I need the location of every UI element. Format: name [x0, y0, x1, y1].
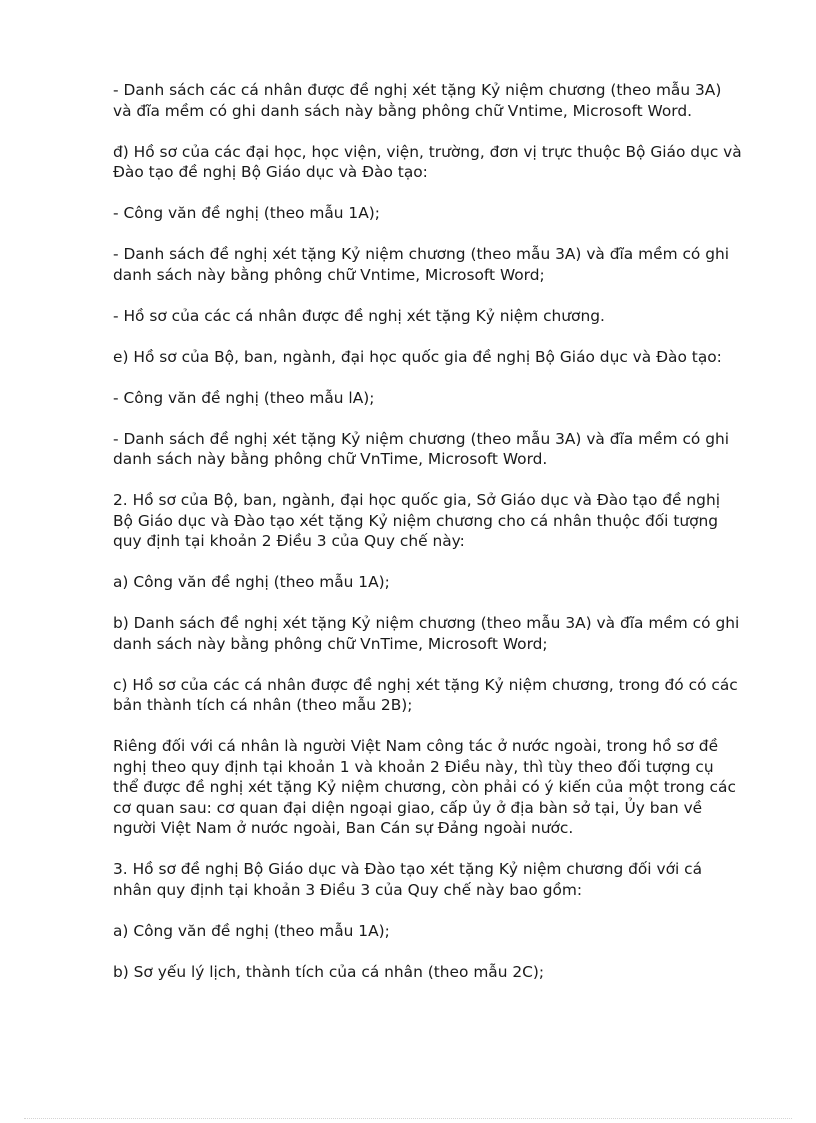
paragraph: 3. Hồ sơ đề nghị Bộ Giáo dục và Đào tạo xét tặng Kỷ niệm chương đối với cá nhân quy định tại khoản 3 Điều 3 của Quy chế này bao gồm:: [113, 860, 703, 899]
paragraph: - Công văn đề nghị (theo mẫu 1A);: [113, 204, 380, 222]
paragraph: b) Sơ yếu lý lịch, thành tích của cá nhân (theo mẫu 2C);: [113, 962, 545, 981]
paragraph: - Danh sách các cá nhân được đề nghị xét tặng Kỷ niệm chương (theo mẫu 3A) và đĩa mềm có ghi danh sách này bằng phông chữ Vntime, Microsoft Word.: [113, 81, 722, 120]
paragraph: - Danh sách đề nghị xét tặng Kỷ niệm chương (theo mẫu 3A) và đĩa mềm có ghi danh sách này bằng phông chữ VnTime, Microsoft Word.: [113, 429, 730, 468]
paragraph: e) Hồ sơ của Bộ, ban, ngành, đại học quốc gia đề nghị Bộ Giáo dục và Đào tạo:: [113, 347, 722, 366]
paragraph: đ) Hồ sơ của các đại học, học viện, viện, trường, đơn vị trực thuộc Bộ Giáo dục và Đào tạo đề nghị Bộ Giáo dục và Đào tạo:: [113, 142, 742, 181]
paragraph: b) Danh sách đề nghị xét tặng Kỷ niệm chương (theo mẫu 3A) và đĩa mềm có ghi danh sách này bằng phông chữ VnTime, Microsoft Word;: [113, 614, 740, 653]
paragraph: 2. Hồ sơ của Bộ, ban, ngành, đại học quốc gia, Sở Giáo dục và Đào tạo đề nghị Bộ Giáo dục và Đào tạo xét tặng Kỷ niệm chương cho cá nhân thuộc đối tượng quy định tại khoản 2 Điều 3 của Quy chế này:: [113, 491, 720, 550]
paragraph: c) Hồ sơ của các cá nhân được đề nghị xét tặng Kỷ niệm chương, trong đó có các bản thành tích cá nhân (theo mẫu 2B);: [113, 675, 738, 714]
paragraph: - Hồ sơ của các cá nhân được đề nghị xét tặng Kỷ niệm chương.: [113, 306, 605, 325]
page-bottom-divider: [24, 1118, 792, 1119]
paragraph: - Công văn đề nghị (theo mẫu lA);: [113, 388, 375, 407]
paragraph: - Danh sách đề nghị xét tặng Kỷ niệm chương (theo mẫu 3A) và đĩa mềm có ghi danh sách này bằng phông chữ Vntime, Microsoft Word;: [113, 245, 730, 284]
paragraph: Riêng đối với cá nhân là người Việt Nam công tác ở nước ngoài, trong hồ sơ đề nghị theo quy định tại khoản 1 và khoản 2 Điều này, thì tùy theo đối tượng cụ thể được đề nghị xét tặng Kỷ niệm chương, còn phải có ý kiến của một trong các cơ quan sau: cơ quan đại diện ngoại giao, cấp ủy ở địa bàn sở tại, Ủy ban về người Việt Nam ở nước ngoài, Ban Cán sự Đảng ngoài nước.: [113, 737, 736, 837]
paragraph: a) Công văn đề nghị (theo mẫu 1A);: [113, 573, 390, 591]
document-body: [113, 80, 743, 1003]
paragraph: a) Công văn đề nghị (theo mẫu 1A);: [113, 921, 390, 940]
